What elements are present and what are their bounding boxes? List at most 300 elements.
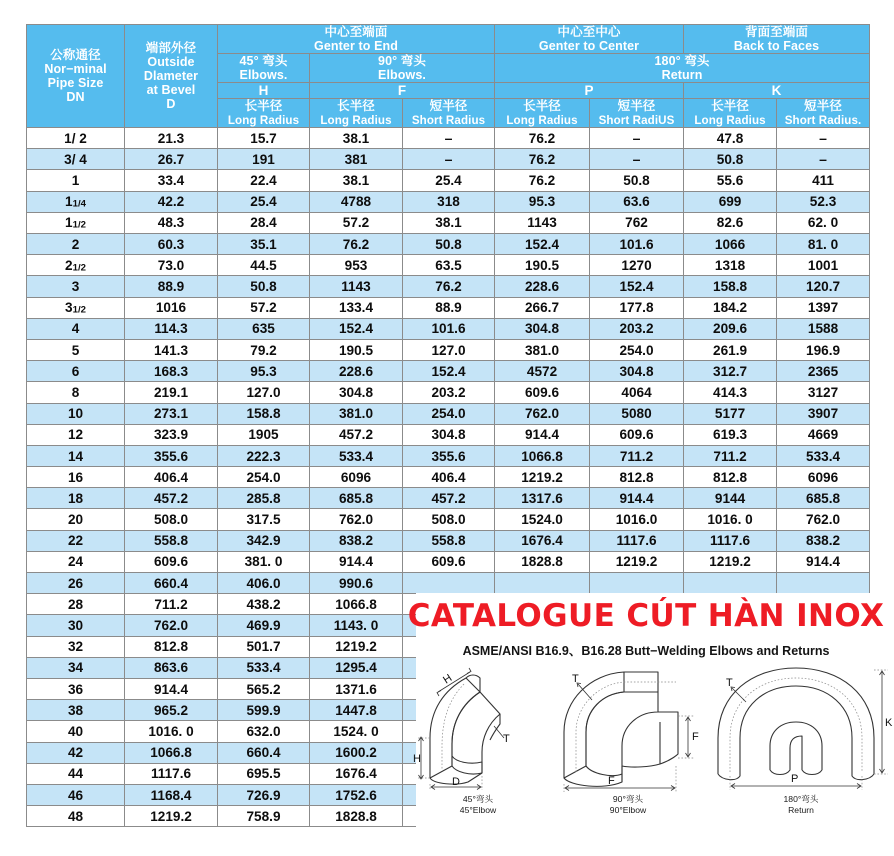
cell-outside-diameter: 355.6 xyxy=(125,445,218,466)
cell-f-long-radius: 1447.8 xyxy=(310,700,403,721)
cell-k-long-radius: 261.9 xyxy=(684,339,777,360)
cell-p-short-radius: – xyxy=(590,128,684,149)
cell-k-short-radius: 2365 xyxy=(777,361,870,382)
cell-outside-diameter: 711.2 xyxy=(125,594,218,615)
table-row xyxy=(27,297,870,318)
header-npt-en3: DN xyxy=(66,90,85,105)
cell-h-long-radius: 127.0 xyxy=(218,382,310,403)
table-row xyxy=(27,403,870,424)
cell-f-short-radius: 304.8 xyxy=(403,424,495,445)
header-group-center-to-end xyxy=(218,25,495,54)
cell-outside-diameter: 141.3 xyxy=(125,339,218,360)
cell-f-short-radius: 203.2 xyxy=(403,382,495,403)
diagram-90-elbow xyxy=(548,666,708,796)
cell-h-long-radius: 599.9 xyxy=(218,700,310,721)
table-row xyxy=(27,170,870,191)
cell-nominal-pipe-size: 20 xyxy=(27,509,125,530)
cell-h-long-radius: 381. 0 xyxy=(218,551,310,572)
cell-p-short-radius: 152.4 xyxy=(590,276,684,297)
cell-h-long-radius: 44.5 xyxy=(218,255,310,276)
cell-f-long-radius: 4788 xyxy=(310,191,403,212)
cell-p-long-radius: 381.0 xyxy=(495,339,590,360)
cell-nominal-pipe-size: 46 xyxy=(27,784,125,805)
cell-nominal-pipe-size: 24 xyxy=(27,551,125,572)
header-row-groups xyxy=(27,25,870,54)
cell-f-long-radius: 1143. 0 xyxy=(310,615,403,636)
cell-nominal-pipe-size: 18 xyxy=(27,488,125,509)
cell-h-long-radius: 1905 xyxy=(218,424,310,445)
cell-outside-diameter: 609.6 xyxy=(125,551,218,572)
cell-f-short-radius: 101.6 xyxy=(403,318,495,339)
cell-h-long-radius: 25.4 xyxy=(218,191,310,212)
cell-k-long-radius: 312.7 xyxy=(684,361,777,382)
cell-outside-diameter: 406.4 xyxy=(125,467,218,488)
cell-k-short-radius: 52.3 xyxy=(777,191,870,212)
cell-outside-diameter: 60.3 xyxy=(125,234,218,255)
k-long-en: Long Radius xyxy=(694,114,766,128)
cell-k-short-radius: 6096 xyxy=(777,467,870,488)
cell-h-long-radius: 35.1 xyxy=(218,234,310,255)
k-short-en: Short Radius. xyxy=(784,114,862,128)
cell-outside-diameter: 1168.4 xyxy=(125,784,218,805)
cell-nominal-pipe-size: 11/4 xyxy=(27,191,125,212)
table-row xyxy=(27,212,870,233)
cell-k-long-radius: 812.8 xyxy=(684,467,777,488)
cell-nominal-pipe-size: 4 xyxy=(27,318,125,339)
cell-f-short-radius: 609.6 xyxy=(403,551,495,572)
cell-k-long-radius: 55.6 xyxy=(684,170,777,191)
cell-p-short-radius: 304.8 xyxy=(590,361,684,382)
header-symbol-f xyxy=(310,83,495,99)
cell-outside-diameter: 21.3 xyxy=(125,128,218,149)
elbow-diagram-group xyxy=(408,666,894,856)
cell-p-short-radius: 711.2 xyxy=(590,445,684,466)
cell-f-short-radius: – xyxy=(403,149,495,170)
cell-p-short-radius: 5080 xyxy=(590,403,684,424)
cell-k-long-radius: 50.8 xyxy=(684,149,777,170)
cell-f-short-radius: 152.4 xyxy=(403,361,495,382)
cell-f-long-radius: 152.4 xyxy=(310,318,403,339)
cell-f-long-radius: 1371.6 xyxy=(310,678,403,699)
header-btf-en: Back to Faces xyxy=(733,39,820,53)
cell-nominal-pipe-size: 22 xyxy=(27,530,125,551)
cell-k-long-radius: 82.6 xyxy=(684,212,777,233)
cell-k-short-radius: 196.9 xyxy=(777,339,870,360)
cell-h-long-radius: 317.5 xyxy=(218,509,310,530)
symbol-h: H xyxy=(258,83,269,98)
cell-h-long-radius: 28.4 xyxy=(218,212,310,233)
dim-label-d: D xyxy=(452,776,460,788)
table-row xyxy=(27,234,870,255)
cell-nominal-pipe-size: 34 xyxy=(27,657,125,678)
header-symbol-p xyxy=(495,83,684,99)
header-od-en1: Outside xyxy=(147,55,195,70)
cell-p-short-radius: 177.8 xyxy=(590,297,684,318)
header-od-en3: at Bevel xyxy=(146,83,196,98)
cell-nominal-pipe-size: 30 xyxy=(27,615,125,636)
cell-k-short-radius: 4669 xyxy=(777,424,870,445)
cell-p-short-radius: 1270 xyxy=(590,255,684,276)
cell-nominal-pipe-size: 48 xyxy=(27,806,125,827)
cell-outside-diameter: 26.7 xyxy=(125,149,218,170)
cell-p-long-radius: 762.0 xyxy=(495,403,590,424)
cell-p-long-radius: 1676.4 xyxy=(495,530,590,551)
k-short-cn: 短半径 xyxy=(804,99,842,114)
header-ctc-en: Genter to Center xyxy=(538,39,640,53)
cell-p-long-radius: 266.7 xyxy=(495,297,590,318)
cell-k-short-radius: 838.2 xyxy=(777,530,870,551)
symbol-k: K xyxy=(771,83,782,98)
cell-h-long-radius: 726.9 xyxy=(218,784,310,805)
header-elbow90-cn: 90° 弯头 xyxy=(378,54,426,68)
cell-p-long-radius: 95.3 xyxy=(495,191,590,212)
cell-h-long-radius: 469.9 xyxy=(218,615,310,636)
cell-f-short-radius: 508.0 xyxy=(403,509,495,530)
header-group-back-to-faces xyxy=(684,25,870,54)
cell-p-long-radius: 914.4 xyxy=(495,424,590,445)
header-outside-diameter xyxy=(125,25,218,128)
cell-outside-diameter: 1066.8 xyxy=(125,742,218,763)
cell-p-short-radius: 609.6 xyxy=(590,424,684,445)
table-row xyxy=(27,445,870,466)
cell-k-long-radius xyxy=(684,573,777,594)
cell-f-short-radius: 318 xyxy=(403,191,495,212)
cell-h-long-radius: 632.0 xyxy=(218,721,310,742)
cell-k-short-radius: 411 xyxy=(777,170,870,191)
cell-k-long-radius: 209.6 xyxy=(684,318,777,339)
symbol-f: F xyxy=(397,83,407,98)
cell-h-long-radius: 95.3 xyxy=(218,361,310,382)
f-short-en: Short Radius xyxy=(411,114,486,128)
cell-p-long-radius: 152.4 xyxy=(495,234,590,255)
cell-k-long-radius: 158.8 xyxy=(684,276,777,297)
cell-nominal-pipe-size: 1/ 2 xyxy=(27,128,125,149)
table-header xyxy=(27,25,870,128)
cell-p-short-radius: 914.4 xyxy=(590,488,684,509)
cell-h-long-radius: 191 xyxy=(218,149,310,170)
header-od-en2: Dlameter xyxy=(143,69,199,84)
cell-f-short-radius: 88.9 xyxy=(403,297,495,318)
cell-k-short-radius: 81. 0 xyxy=(777,234,870,255)
cell-f-short-radius: 406.4 xyxy=(403,467,495,488)
cell-k-short-radius: 914.4 xyxy=(777,551,870,572)
table-row xyxy=(27,530,870,551)
table-row xyxy=(27,573,870,594)
diagram-45-elbow xyxy=(408,666,548,796)
cell-f-long-radius: 381 xyxy=(310,149,403,170)
cell-outside-diameter: 1117.6 xyxy=(125,763,218,784)
cell-outside-diameter: 812.8 xyxy=(125,636,218,657)
cell-k-long-radius: 1066 xyxy=(684,234,777,255)
cell-p-short-radius: 50.8 xyxy=(590,170,684,191)
header-od-cn: 端部外径 xyxy=(145,41,197,56)
cell-nominal-pipe-size: 44 xyxy=(27,763,125,784)
dim-label-h: H xyxy=(413,753,421,765)
caption-45-elbow xyxy=(408,794,548,815)
cell-nominal-pipe-size: 11/2 xyxy=(27,212,125,233)
cell-p-short-radius: 101.6 xyxy=(590,234,684,255)
cell-f-long-radius: 1676.4 xyxy=(310,763,403,784)
cell-k-short-radius xyxy=(777,573,870,594)
header-elbow-90 xyxy=(310,54,495,83)
k-long-cn: 长半径 xyxy=(711,99,749,114)
table-row xyxy=(27,128,870,149)
h-long-en: Long Radius xyxy=(227,114,300,128)
cell-f-short-radius: 25.4 xyxy=(403,170,495,191)
cell-nominal-pipe-size: 31/2 xyxy=(27,297,125,318)
cell-f-short-radius: 254.0 xyxy=(403,403,495,424)
cell-h-long-radius: 565.2 xyxy=(218,678,310,699)
cell-outside-diameter: 273.1 xyxy=(125,403,218,424)
header-od-en4: D xyxy=(166,97,176,112)
cell-outside-diameter: 73.0 xyxy=(125,255,218,276)
header-return180-en: Return xyxy=(661,68,703,82)
cell-outside-diameter: 914.4 xyxy=(125,678,218,699)
cell-p-short-radius: 1117.6 xyxy=(590,530,684,551)
cell-f-short-radius: 50.8 xyxy=(403,234,495,255)
header-k-short-radius xyxy=(777,99,870,128)
cell-outside-diameter: 965.2 xyxy=(125,700,218,721)
cell-f-long-radius: 914.4 xyxy=(310,551,403,572)
cell-p-long-radius: 1828.8 xyxy=(495,551,590,572)
cell-f-short-radius: – xyxy=(403,128,495,149)
caption-90-en: 90°Elbow xyxy=(609,804,647,815)
symbol-p: P xyxy=(584,83,594,98)
cell-h-long-radius: 660.4 xyxy=(218,742,310,763)
cell-p-short-radius xyxy=(590,573,684,594)
cell-nominal-pipe-size: 10 xyxy=(27,403,125,424)
cell-f-long-radius: 6096 xyxy=(310,467,403,488)
cell-k-long-radius: 699 xyxy=(684,191,777,212)
cell-nominal-pipe-size: 12 xyxy=(27,424,125,445)
p-long-cn: 长半径 xyxy=(523,99,561,114)
header-npt-en2: Pipe Size xyxy=(47,76,104,91)
cell-p-long-radius: 1219.2 xyxy=(495,467,590,488)
cell-k-long-radius: 1318 xyxy=(684,255,777,276)
cell-f-long-radius: 228.6 xyxy=(310,361,403,382)
cell-f-long-radius: 1828.8 xyxy=(310,806,403,827)
cell-outside-diameter: 863.6 xyxy=(125,657,218,678)
cell-nominal-pipe-size: 36 xyxy=(27,678,125,699)
caption-45-en: 45°Elbow xyxy=(459,804,497,815)
cell-f-long-radius: 953 xyxy=(310,255,403,276)
table-row xyxy=(27,424,870,445)
cell-f-long-radius: 990.6 xyxy=(310,573,403,594)
cell-h-long-radius: 158.8 xyxy=(218,403,310,424)
cell-nominal-pipe-size: 1 xyxy=(27,170,125,191)
header-elbow45-cn: 45° 弯头 xyxy=(239,54,288,68)
cell-nominal-pipe-size: 40 xyxy=(27,721,125,742)
cell-nominal-pipe-size: 14 xyxy=(27,445,125,466)
cell-h-long-radius: 406.0 xyxy=(218,573,310,594)
cell-p-long-radius: 76.2 xyxy=(495,149,590,170)
cell-h-long-radius: 758.9 xyxy=(218,806,310,827)
cell-p-long-radius: 4572 xyxy=(495,361,590,382)
f-long-en: Long Radius xyxy=(320,114,392,128)
cell-k-long-radius: 619.3 xyxy=(684,424,777,445)
catalogue-title: CATALOGUE CÚT HÀN INOX xyxy=(407,598,885,634)
cell-f-short-radius: 63.5 xyxy=(403,255,495,276)
header-cte-cn: 中心至端面 xyxy=(324,25,388,39)
cell-h-long-radius: 222.3 xyxy=(218,445,310,466)
table-row xyxy=(27,382,870,403)
header-symbol-h xyxy=(218,83,310,99)
cell-p-short-radius: – xyxy=(590,149,684,170)
p-short-cn: 短半径 xyxy=(617,99,656,114)
cell-outside-diameter: 323.9 xyxy=(125,424,218,445)
table-row xyxy=(27,361,870,382)
cell-k-short-radius: – xyxy=(777,149,870,170)
cell-outside-diameter: 1219.2 xyxy=(125,806,218,827)
header-h-long-radius xyxy=(218,99,310,128)
cell-f-long-radius: 1066.8 xyxy=(310,594,403,615)
cell-p-long-radius: 1143 xyxy=(495,212,590,233)
cell-f-long-radius: 1752.6 xyxy=(310,784,403,805)
caption-45-cn: 45°弯头 xyxy=(462,794,494,804)
cell-nominal-pipe-size: 32 xyxy=(27,636,125,657)
table-row xyxy=(27,467,870,488)
cell-p-short-radius: 203.2 xyxy=(590,318,684,339)
dim-label-t: T xyxy=(503,733,510,745)
caption-90-elbow xyxy=(548,794,708,815)
cell-p-long-radius: 609.6 xyxy=(495,382,590,403)
cell-f-long-radius: 38.1 xyxy=(310,128,403,149)
cell-nominal-pipe-size: 3/ 4 xyxy=(27,149,125,170)
f-long-cn: 长半径 xyxy=(337,99,375,114)
f-short-cn: 短半径 xyxy=(429,99,468,114)
header-return180-cn: 180° 弯头 xyxy=(654,54,710,68)
cell-outside-diameter: 1016 xyxy=(125,297,218,318)
cell-h-long-radius: 22.4 xyxy=(218,170,310,191)
cell-outside-diameter: 114.3 xyxy=(125,318,218,339)
cell-nominal-pipe-size: 2 xyxy=(27,234,125,255)
cell-p-short-radius: 762 xyxy=(590,212,684,233)
table-row xyxy=(27,191,870,212)
cell-h-long-radius: 79.2 xyxy=(218,339,310,360)
cell-f-long-radius: 1600.2 xyxy=(310,742,403,763)
cell-nominal-pipe-size: 28 xyxy=(27,594,125,615)
cell-nominal-pipe-size: 8 xyxy=(27,382,125,403)
cell-f-short-radius xyxy=(403,573,495,594)
header-elbow90-en: Elbows. xyxy=(378,68,426,82)
cell-outside-diameter: 48.3 xyxy=(125,212,218,233)
cell-outside-diameter: 508.0 xyxy=(125,509,218,530)
caption-180-en: Return xyxy=(788,804,814,815)
header-k-long-radius xyxy=(684,99,777,128)
cell-h-long-radius: 438.2 xyxy=(218,594,310,615)
cell-f-long-radius: 76.2 xyxy=(310,234,403,255)
cell-f-long-radius: 38.1 xyxy=(310,170,403,191)
cell-p-short-radius: 1219.2 xyxy=(590,551,684,572)
cell-nominal-pipe-size: 42 xyxy=(27,742,125,763)
dim-label-p: P xyxy=(791,773,799,785)
dim-label-k: K xyxy=(885,717,893,729)
cell-nominal-pipe-size: 5 xyxy=(27,339,125,360)
header-npt-cn: 公称通径 xyxy=(50,48,101,63)
dim-label-h-top: H xyxy=(441,672,455,687)
dim-label-t-90: T xyxy=(572,673,579,685)
cell-k-short-radius: 62. 0 xyxy=(777,212,870,233)
header-btf-cn: 背面至端面 xyxy=(745,25,809,39)
cell-k-long-radius: 5177 xyxy=(684,403,777,424)
table-row xyxy=(27,149,870,170)
cell-h-long-radius: 342.9 xyxy=(218,530,310,551)
cell-nominal-pipe-size: 38 xyxy=(27,700,125,721)
cell-k-long-radius: 414.3 xyxy=(684,382,777,403)
table-row xyxy=(27,276,870,297)
cell-f-long-radius: 1295.4 xyxy=(310,657,403,678)
cell-nominal-pipe-size: 6 xyxy=(27,361,125,382)
cell-f-long-radius: 685.8 xyxy=(310,488,403,509)
cell-f-short-radius: 355.6 xyxy=(403,445,495,466)
cell-outside-diameter: 1016. 0 xyxy=(125,721,218,742)
header-f-long-radius xyxy=(310,99,403,128)
header-group-center-to-center xyxy=(495,25,684,54)
table-row xyxy=(27,551,870,572)
cell-h-long-radius: 533.4 xyxy=(218,657,310,678)
header-p-short-radius xyxy=(590,99,684,128)
cell-p-short-radius: 63.6 xyxy=(590,191,684,212)
cell-f-long-radius: 838.2 xyxy=(310,530,403,551)
cell-f-short-radius: 127.0 xyxy=(403,339,495,360)
cell-p-short-radius: 4064 xyxy=(590,382,684,403)
cell-k-short-radius: 685.8 xyxy=(777,488,870,509)
cell-k-short-radius: 3907 xyxy=(777,403,870,424)
cell-h-long-radius: 15.7 xyxy=(218,128,310,149)
cell-p-short-radius: 1016.0 xyxy=(590,509,684,530)
cell-nominal-pipe-size: 26 xyxy=(27,573,125,594)
header-elbow45-en: Elbows. xyxy=(239,68,288,82)
cell-k-short-radius: 1397 xyxy=(777,297,870,318)
diagram-180-return xyxy=(708,666,894,796)
header-nominal-pipe-size xyxy=(27,25,125,128)
dim-label-f-right: F xyxy=(692,731,699,743)
header-f-short-radius xyxy=(403,99,495,128)
cell-f-short-radius: 76.2 xyxy=(403,276,495,297)
cell-k-short-radius: – xyxy=(777,128,870,149)
cell-p-short-radius: 254.0 xyxy=(590,339,684,360)
cell-h-long-radius: 695.5 xyxy=(218,763,310,784)
cell-p-long-radius: 304.8 xyxy=(495,318,590,339)
cell-k-short-radius: 1001 xyxy=(777,255,870,276)
cell-f-short-radius: 558.8 xyxy=(403,530,495,551)
caption-90-cn: 90°弯头 xyxy=(612,794,644,804)
header-elbow-45 xyxy=(218,54,310,83)
header-ctc-cn: 中心至中心 xyxy=(557,25,621,39)
cell-k-long-radius: 184.2 xyxy=(684,297,777,318)
cell-f-long-radius: 381.0 xyxy=(310,403,403,424)
cell-f-long-radius: 190.5 xyxy=(310,339,403,360)
cell-f-long-radius: 1143 xyxy=(310,276,403,297)
cell-k-short-radius: 120.7 xyxy=(777,276,870,297)
p-short-en: Short RadiUS xyxy=(598,114,675,128)
caption-180-cn: 180°弯头 xyxy=(783,794,819,804)
cell-h-long-radius: 57.2 xyxy=(218,297,310,318)
cell-p-short-radius: 812.8 xyxy=(590,467,684,488)
cell-k-short-radius: 762.0 xyxy=(777,509,870,530)
cell-p-long-radius: 1524.0 xyxy=(495,509,590,530)
h-long-cn: 长半径 xyxy=(244,99,283,114)
cell-f-short-radius: 38.1 xyxy=(403,212,495,233)
caption-180-return xyxy=(708,794,894,815)
cell-f-long-radius: 1524. 0 xyxy=(310,721,403,742)
cell-outside-diameter: 219.1 xyxy=(125,382,218,403)
cell-outside-diameter: 168.3 xyxy=(125,361,218,382)
table-row xyxy=(27,318,870,339)
cell-outside-diameter: 33.4 xyxy=(125,170,218,191)
cell-h-long-radius: 285.8 xyxy=(218,488,310,509)
cell-p-long-radius: 1317.6 xyxy=(495,488,590,509)
